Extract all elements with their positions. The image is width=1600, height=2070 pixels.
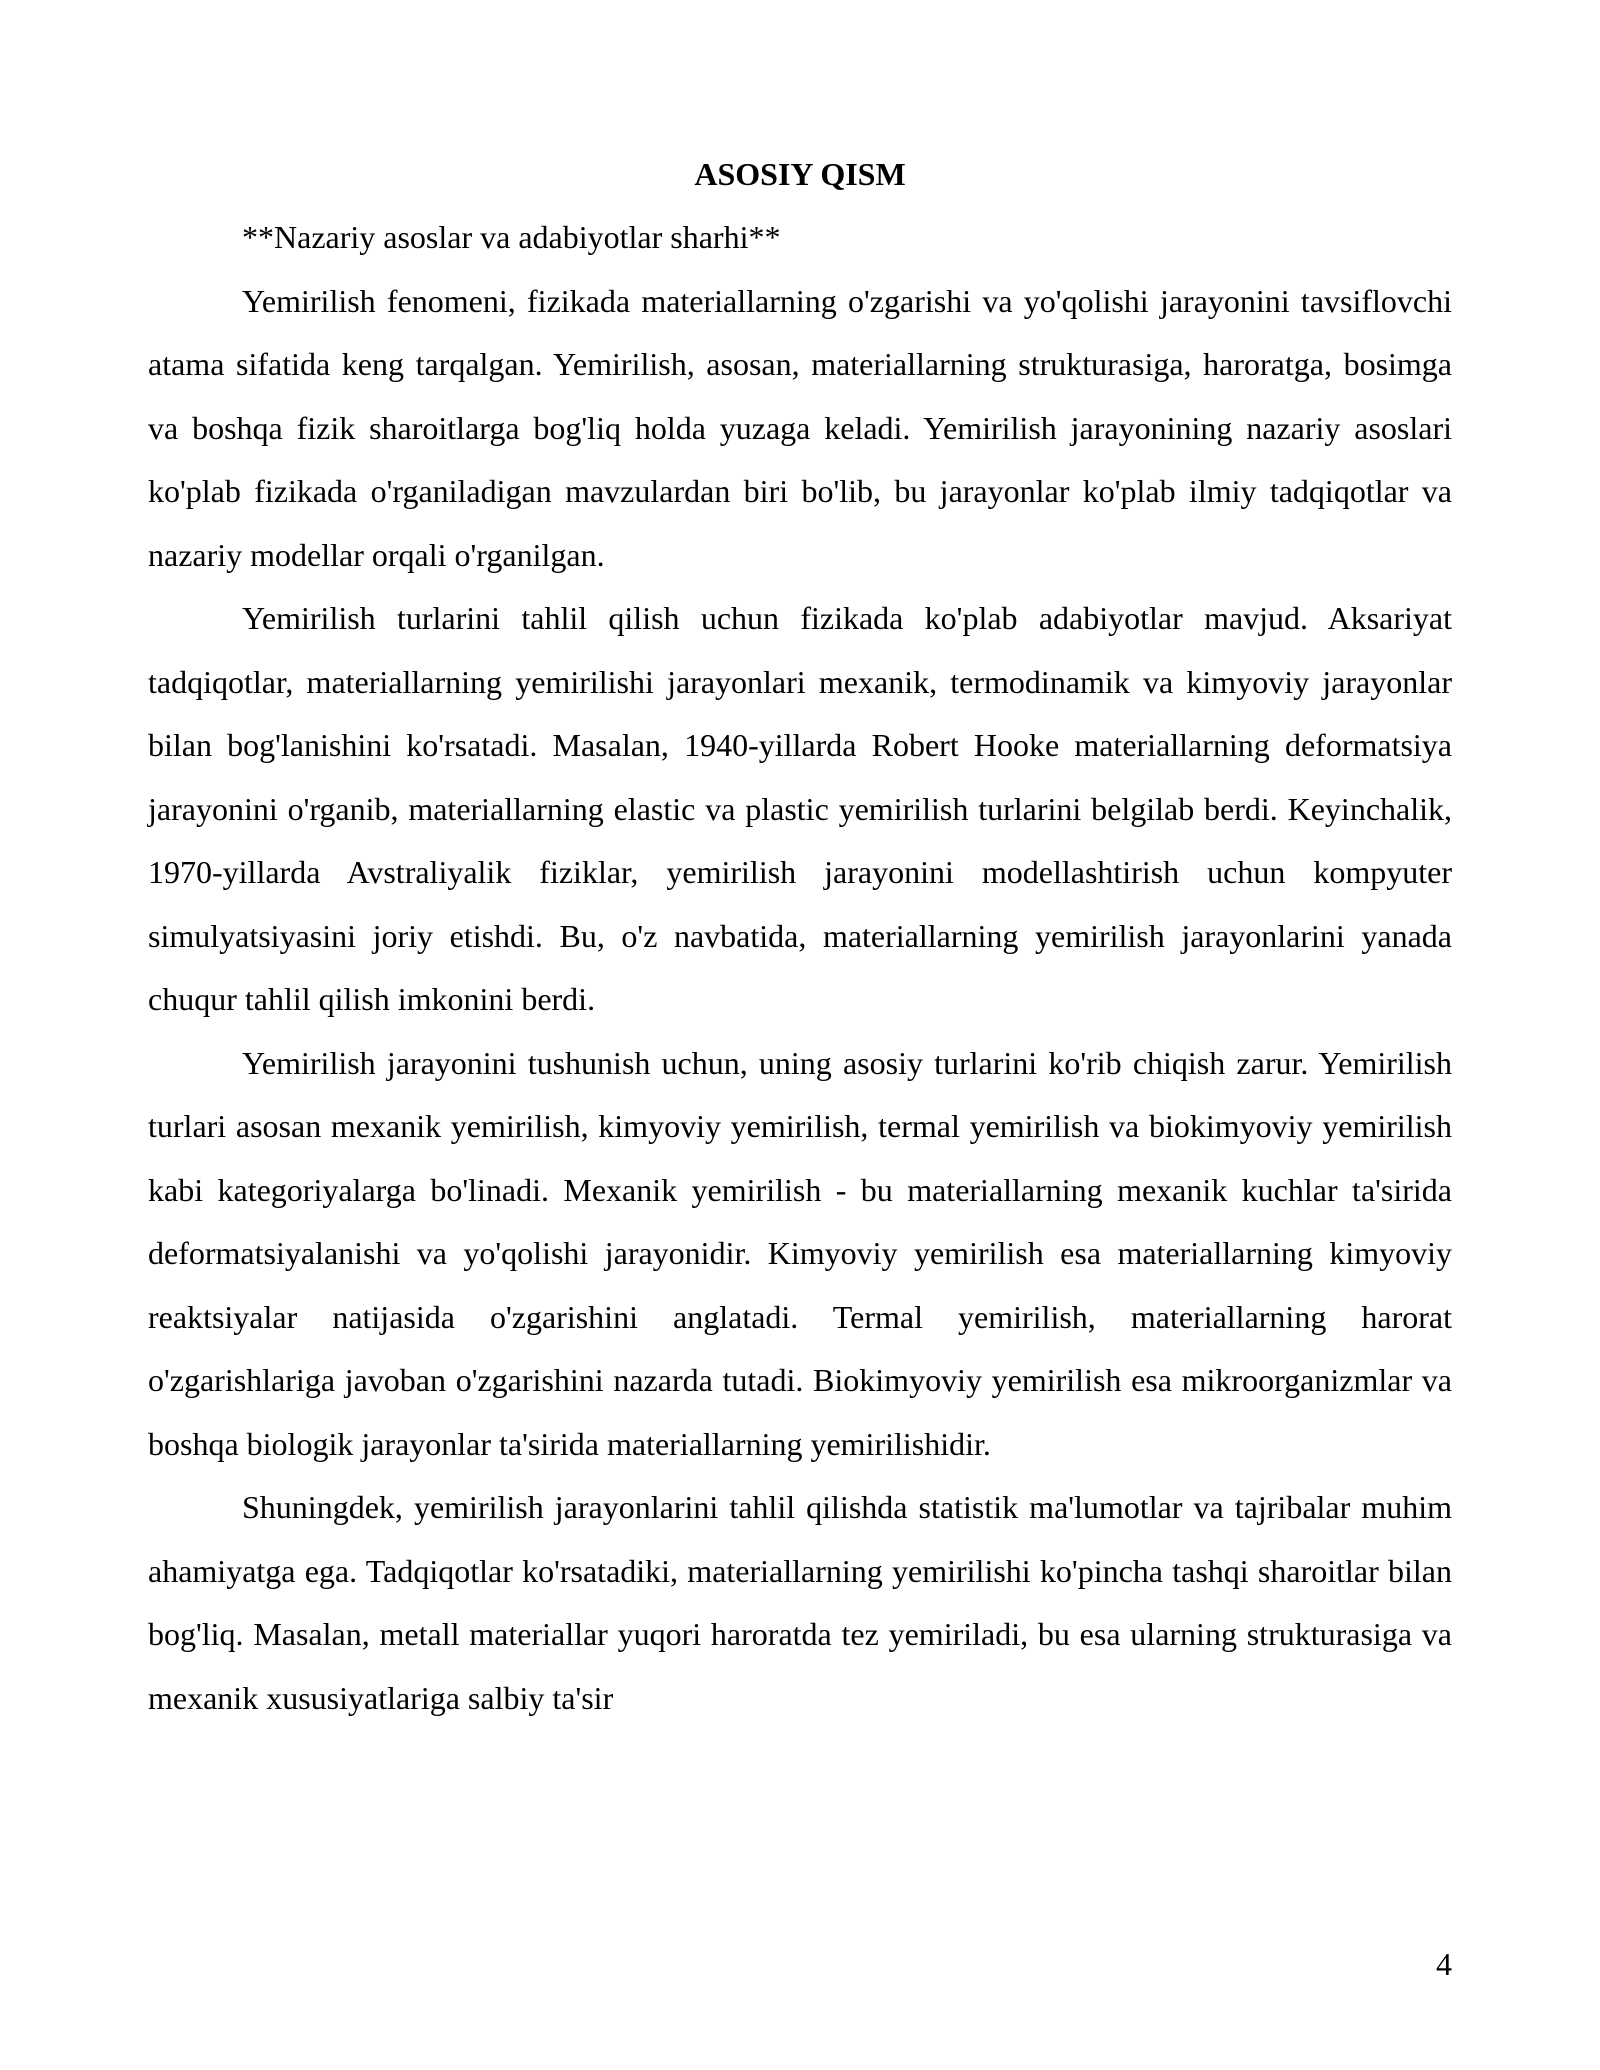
paragraph-2: Yemirilish turlarini tahlil qilish uchun fizikada ko'plab adabiyotlar mavjud. Aksariyat tadqiqotlar, materiallarning yemirilishi jarayonlari mexanik, termodinamik va kimyoviy jarayonlar bilan bog'lanishini ko'rsatadi. Masalan, 1940-yillarda Robert Hooke materiallarning deformatsiya jarayonini o'rganib, materiallarning elastic va plastic yemirilish turlarini belgilab berdi. Keyinchalik, 1970-yillarda Avstraliyalik fiziklar, yemirilish jarayonini modellashtirish uchun kompyuter simulyatsiyasini joriy etishdi. Bu, o'z navbatida, materiallarning yemirilish jarayonlarini yanada chuqur tahlil qilish imkonini berdi.: [148, 600, 1452, 1017]
section-heading: ASOSIY QISM: [694, 156, 906, 192]
paragraph-4: Shuningdek, yemirilish jarayonlarini tahlil qilishda statistik ma'lumotlar va tajribalar muhim ahamiyatga ega. Tadqiqotlar ko'rsatadiki, materiallarning yemirilishi ko'pincha tashqi sharoitlar bilan bog'liq. Masalan, metall materiallar yuqori haroratda tez yemiriladi, bu esa ularning strukturasiga va mexanik xususiyatlariga salbiy ta'sir: [148, 1489, 1452, 1716]
subsection-heading: **Nazariy asoslar va adabiyotlar sharhi**: [242, 219, 781, 255]
page-number: 4: [1436, 1946, 1452, 1982]
paragraph-3: Yemirilish jarayonini tushunish uchun, uning asosiy turlarini ko'rib chiqish zarur. Yemirilish turlari asosan mexanik yemirilish, kimyoviy yemirilish, termal yemirilish va biokimyoviy yemirilish kabi kategoriyalarga bo'linadi. Mexanik yemirilish - bu materiallarning mexanik kuchlar ta'sirida deformatsiyalanishi va yo'qolishi jarayonidir. Kimyoviy yemirilish esa materiallarning kimyoviy reaktsiyalar natijasida o'zgarishini anglatadi. Termal yemirilish, materiallarning harorat o'zgarishlariga javoban o'zgarishini nazarda tutadi. Biokimyoviy yemirilish esa mikroorganizmlar va boshqa biologik jarayonlar ta'sirida materiallarning yemirilishidir.: [148, 1044, 1452, 1462]
page-content: [148, 142, 1452, 1730]
paragraph-1: Yemirilish fenomeni, fizikada materiallarning o'zgarishi va yo'qolishi jarayonini tavsiflovchi atama sifatida keng tarqalgan. Yemirilish, asosan, materiallarning strukturasiga, haroratga, bosimga va boshqa fizik sharoitlarga bog'liq holda yuzaga keladi. Yemirilish jarayonining nazariy asoslari ko'plab fizikada o'rganiladigan mavzulardan biri bo'lib, bu jarayonlar ko'plab ilmiy tadqiqotlar va nazariy modellar orqali o'rganilgan.: [148, 282, 1452, 573]
